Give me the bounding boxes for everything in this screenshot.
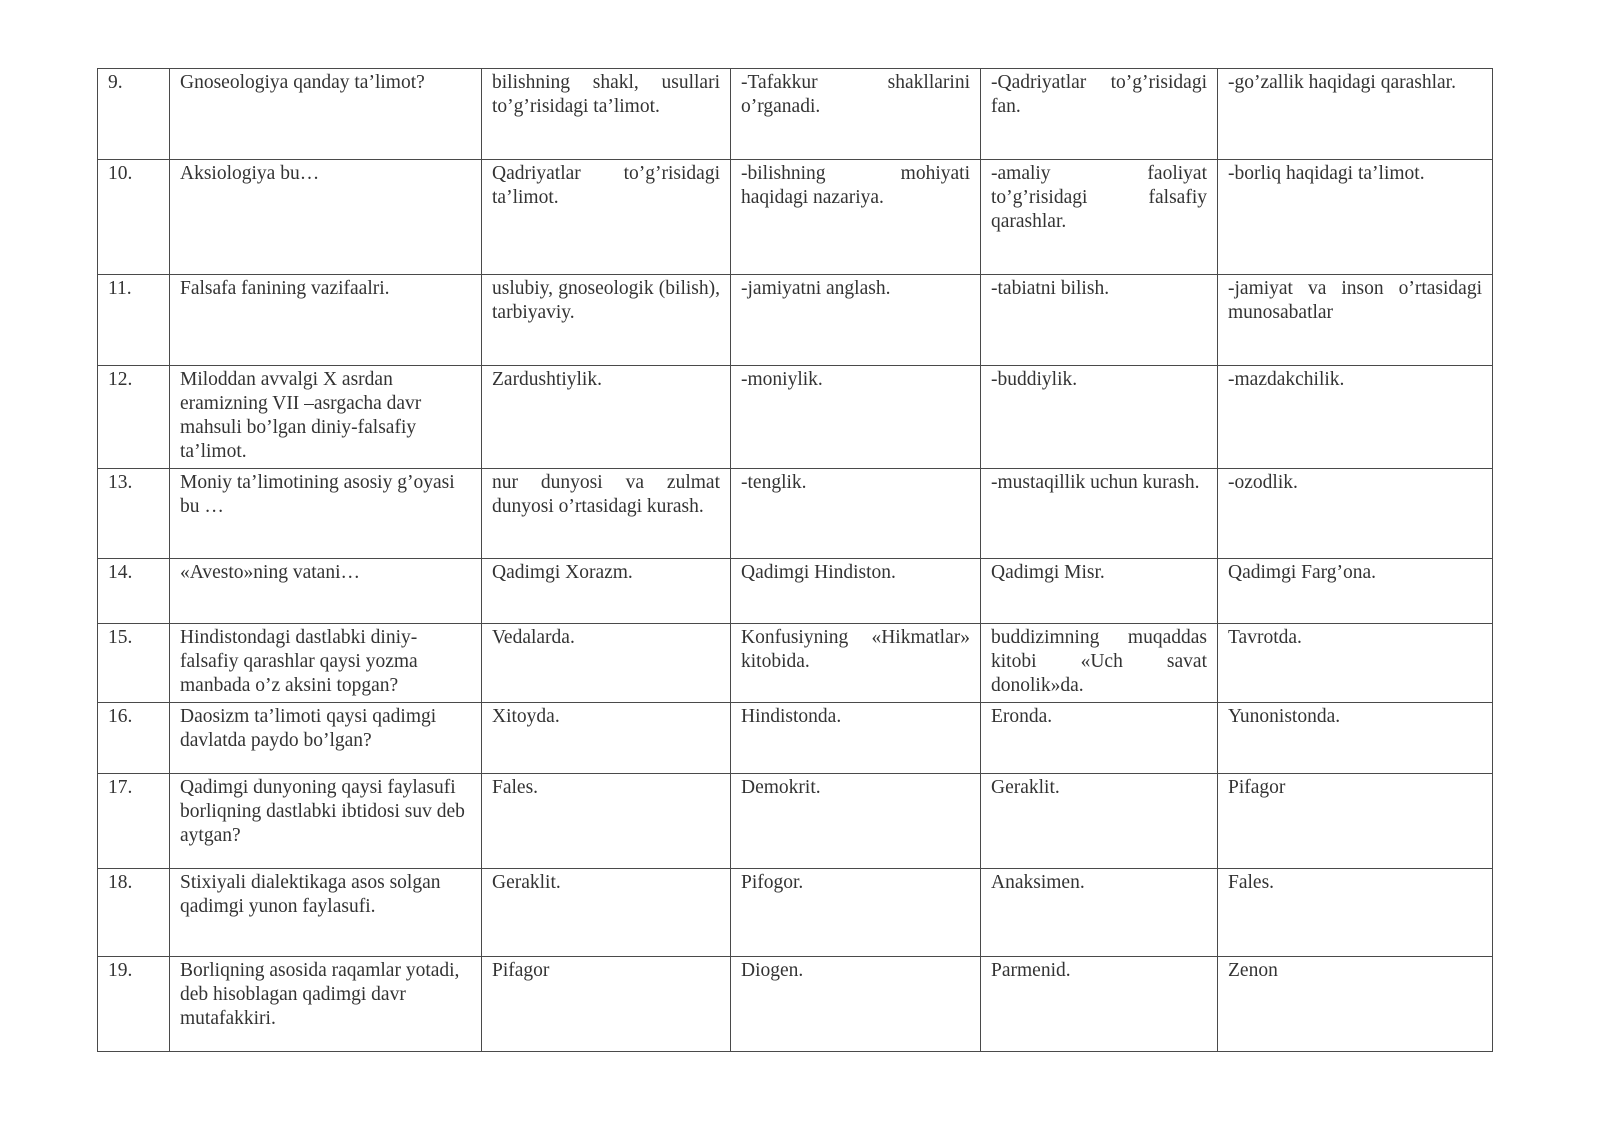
answer-a: Geraklit. <box>482 869 731 957</box>
answer-a: Pifagor <box>482 957 731 1052</box>
question-number: 12. <box>98 366 170 469</box>
question-text: Stixiyali dialektikaga asos solgan qadimgi yunon faylasufi. <box>170 869 482 957</box>
answer-c: Qadimgi Misr. <box>981 559 1218 624</box>
answer-c: Parmenid. <box>981 957 1218 1052</box>
answer-d: Fales. <box>1218 869 1493 957</box>
answer-d: -borliq haqidagi ta’limot. <box>1218 160 1493 275</box>
answer-c: -buddiylik. <box>981 366 1218 469</box>
question-number: 10. <box>98 160 170 275</box>
answer-b: Demokrit. <box>731 774 981 869</box>
answer-b: Konfusiyning «Hikmatlar» kitobida. <box>731 624 981 703</box>
question-text: Gnoseologiya qanday ta’limot? <box>170 69 482 160</box>
table-row <box>98 160 1493 275</box>
question-text: «Avesto»ning vatani… <box>170 559 482 624</box>
table-row <box>98 957 1493 1052</box>
answer-b: Hindistonda. <box>731 703 981 774</box>
answer-d: -jamiyat va inson o’rtasidagi munosabatlar <box>1218 275 1493 366</box>
question-text: Daosizm ta’limoti qaysi qadimgi davlatda paydo bo’lgan? <box>170 703 482 774</box>
answer-c: -amaliy faoliyat to’g’risidagi falsafiy qarashlar. <box>981 160 1218 275</box>
test-questions-table <box>97 68 1493 1052</box>
table-row <box>98 624 1493 703</box>
question-text: Miloddan avvalgi X asrdan eramizning VII –asrgacha davr mahsuli bo’lgan diniy-falsafiy ta’limot. <box>170 366 482 469</box>
answer-a: uslubiy, gnoseologik (bilish), tarbiyaviy. <box>482 275 731 366</box>
table-row <box>98 366 1493 469</box>
question-number: 16. <box>98 703 170 774</box>
answer-a: Vedalarda. <box>482 624 731 703</box>
answer-b: Pifogor. <box>731 869 981 957</box>
answer-a: Fales. <box>482 774 731 869</box>
answer-a: Xitoyda. <box>482 703 731 774</box>
answer-d: Zenon <box>1218 957 1493 1052</box>
question-number: 9. <box>98 69 170 160</box>
table-row <box>98 869 1493 957</box>
question-number: 11. <box>98 275 170 366</box>
question-text: Borliqning asosida raqamlar yotadi, deb hisoblagan qadimgi davr mutafakkiri. <box>170 957 482 1052</box>
question-number: 18. <box>98 869 170 957</box>
table-row <box>98 469 1493 559</box>
question-text: Aksiologiya bu… <box>170 160 482 275</box>
answer-d: -go’zallik haqidagi qarashlar. <box>1218 69 1493 160</box>
table-row <box>98 774 1493 869</box>
answer-a: Qadriyatlar to’g’risidagi ta’limot. <box>482 160 731 275</box>
answer-a: bilishning shakl, usullari to’g’risidagi ta’limot. <box>482 69 731 160</box>
answer-c: -Qadriyatlar to’g’risidagi fan. <box>981 69 1218 160</box>
answer-d: Pifagor <box>1218 774 1493 869</box>
answer-c: -tabiatni bilish. <box>981 275 1218 366</box>
question-text: Moniy ta’limotining asosiy g’oyasi bu … <box>170 469 482 559</box>
answer-c: Eronda. <box>981 703 1218 774</box>
answer-b: Qadimgi Hindiston. <box>731 559 981 624</box>
answer-b: -jamiyatni anglash. <box>731 275 981 366</box>
answer-d: -mazdakchilik. <box>1218 366 1493 469</box>
table-body <box>98 69 1493 1052</box>
answer-a: Zardushtiylik. <box>482 366 731 469</box>
table-row <box>98 703 1493 774</box>
answer-c: Anaksimen. <box>981 869 1218 957</box>
answer-d: Yunonistonda. <box>1218 703 1493 774</box>
table-row <box>98 69 1493 160</box>
table-row <box>98 275 1493 366</box>
answer-d: Tavrotda. <box>1218 624 1493 703</box>
question-number: 19. <box>98 957 170 1052</box>
question-number: 15. <box>98 624 170 703</box>
answer-c: Geraklit. <box>981 774 1218 869</box>
answer-a: nur dunyosi va zulmat dunyosi o’rtasidagi kurash. <box>482 469 731 559</box>
question-number: 14. <box>98 559 170 624</box>
table-row <box>98 559 1493 624</box>
question-number: 13. <box>98 469 170 559</box>
answer-b: Diogen. <box>731 957 981 1052</box>
question-text: Falsafa fanining vazifaalri. <box>170 275 482 366</box>
answer-a: Qadimgi Xorazm. <box>482 559 731 624</box>
question-text: Qadimgi dunyoning qaysi faylasufi borliqning dastlabki ibtidosi suv deb aytgan? <box>170 774 482 869</box>
answer-d: Qadimgi Farg’ona. <box>1218 559 1493 624</box>
answer-b: -moniylik. <box>731 366 981 469</box>
answer-b: -bilishning mohiyati haqidagi nazariya. <box>731 160 981 275</box>
question-number: 17. <box>98 774 170 869</box>
question-text: Hindistondagi dastlabki diniy-falsafiy qarashlar qaysi yozma manbada o’z aksini topgan? <box>170 624 482 703</box>
answer-c: -mustaqillik uchun kurash. <box>981 469 1218 559</box>
answer-d: -ozodlik. <box>1218 469 1493 559</box>
answer-b: -Tafakkur shakllarini o’rganadi. <box>731 69 981 160</box>
answer-c: buddizimning muqaddas kitobi «Uch savat donolik»da. <box>981 624 1218 703</box>
answer-b: -tenglik. <box>731 469 981 559</box>
